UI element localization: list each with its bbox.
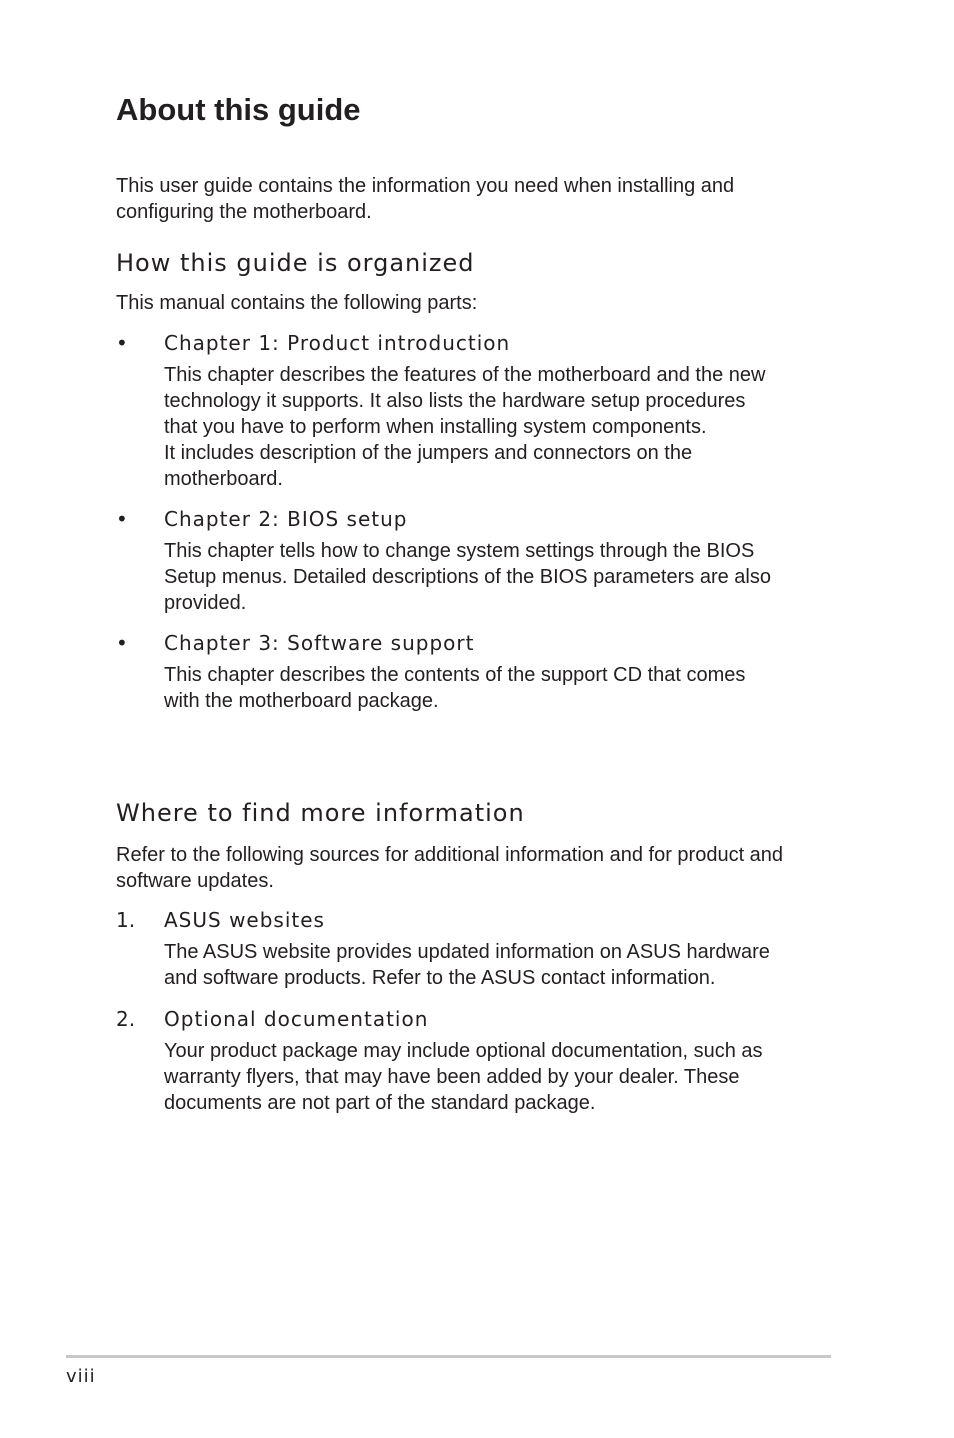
body-line: It includes description of the jumpers and connectors on the [164, 442, 693, 464]
body-line: Your product package may include optional documentation, such as [164, 1040, 763, 1062]
number-marker: 2. [116, 1007, 136, 1031]
list-item-chapter-2 [116, 504, 836, 616]
item-body-asus-websites [164, 939, 836, 991]
page-title: About this guide [116, 92, 361, 127]
more-info-lead-text: Refer to the following sources for additional information and for product and software updates. [116, 844, 784, 892]
list-item-chapter-3 [116, 628, 836, 714]
organized-lead-text: This manual contains the following parts: [116, 292, 478, 314]
body-line: warranty flyers, that may have been added by your dealer. These [164, 1066, 740, 1088]
body-line: This chapter describes the contents of the support CD that comes [164, 664, 746, 686]
item-title-chapter-3: Chapter 3: Software support [164, 631, 475, 655]
body-line: This chapter describes the features of the motherboard and the new [164, 364, 766, 386]
body-line: and software products. Refer to the ASUS contact information. [164, 967, 716, 989]
item-title-chapter-1: Chapter 1: Product introduction [164, 331, 511, 355]
footer-divider [66, 1355, 831, 1358]
body-line: motherboard. [164, 468, 283, 490]
bullet-marker: • [116, 331, 128, 355]
body-line: provided. [164, 592, 247, 614]
number-marker: 1. [116, 908, 136, 932]
intro-paragraph: This user guide contains the information you need when installing and configuring the motherboard. [116, 175, 735, 223]
page-number: viii [66, 1366, 96, 1387]
body-line: documents are not part of the standard package. [164, 1092, 596, 1114]
item-body-optional-documentation [164, 1038, 836, 1116]
item-title-asus-websites: ASUS websites [164, 908, 325, 932]
item-body-chapter-3 [164, 662, 836, 714]
body-line: with the motherboard package. [164, 690, 439, 712]
list-item-optional-documentation [116, 1004, 836, 1116]
item-body-chapter-2 [164, 538, 836, 616]
bullet-marker: • [116, 507, 128, 531]
body-line: that you have to perform when installing system components. [164, 416, 707, 438]
section-heading-organized: How this guide is organized [116, 249, 475, 277]
body-line: technology it supports. It also lists the hardware setup procedures [164, 390, 746, 412]
item-title-chapter-2: Chapter 2: BIOS setup [164, 507, 408, 531]
item-body-chapter-1 [164, 362, 836, 492]
bullet-marker: • [116, 631, 128, 655]
list-item-asus-websites [116, 905, 836, 991]
item-title-optional-documentation: Optional documentation [164, 1007, 429, 1031]
body-line: This chapter tells how to change system settings through the BIOS [164, 540, 755, 562]
body-line: The ASUS website provides updated information on ASUS hardware [164, 941, 770, 963]
body-line: Setup menus. Detailed descriptions of the BIOS parameters are also [164, 566, 771, 588]
section-heading-more-info: Where to find more information [116, 799, 525, 827]
list-item-chapter-1 [116, 328, 836, 492]
